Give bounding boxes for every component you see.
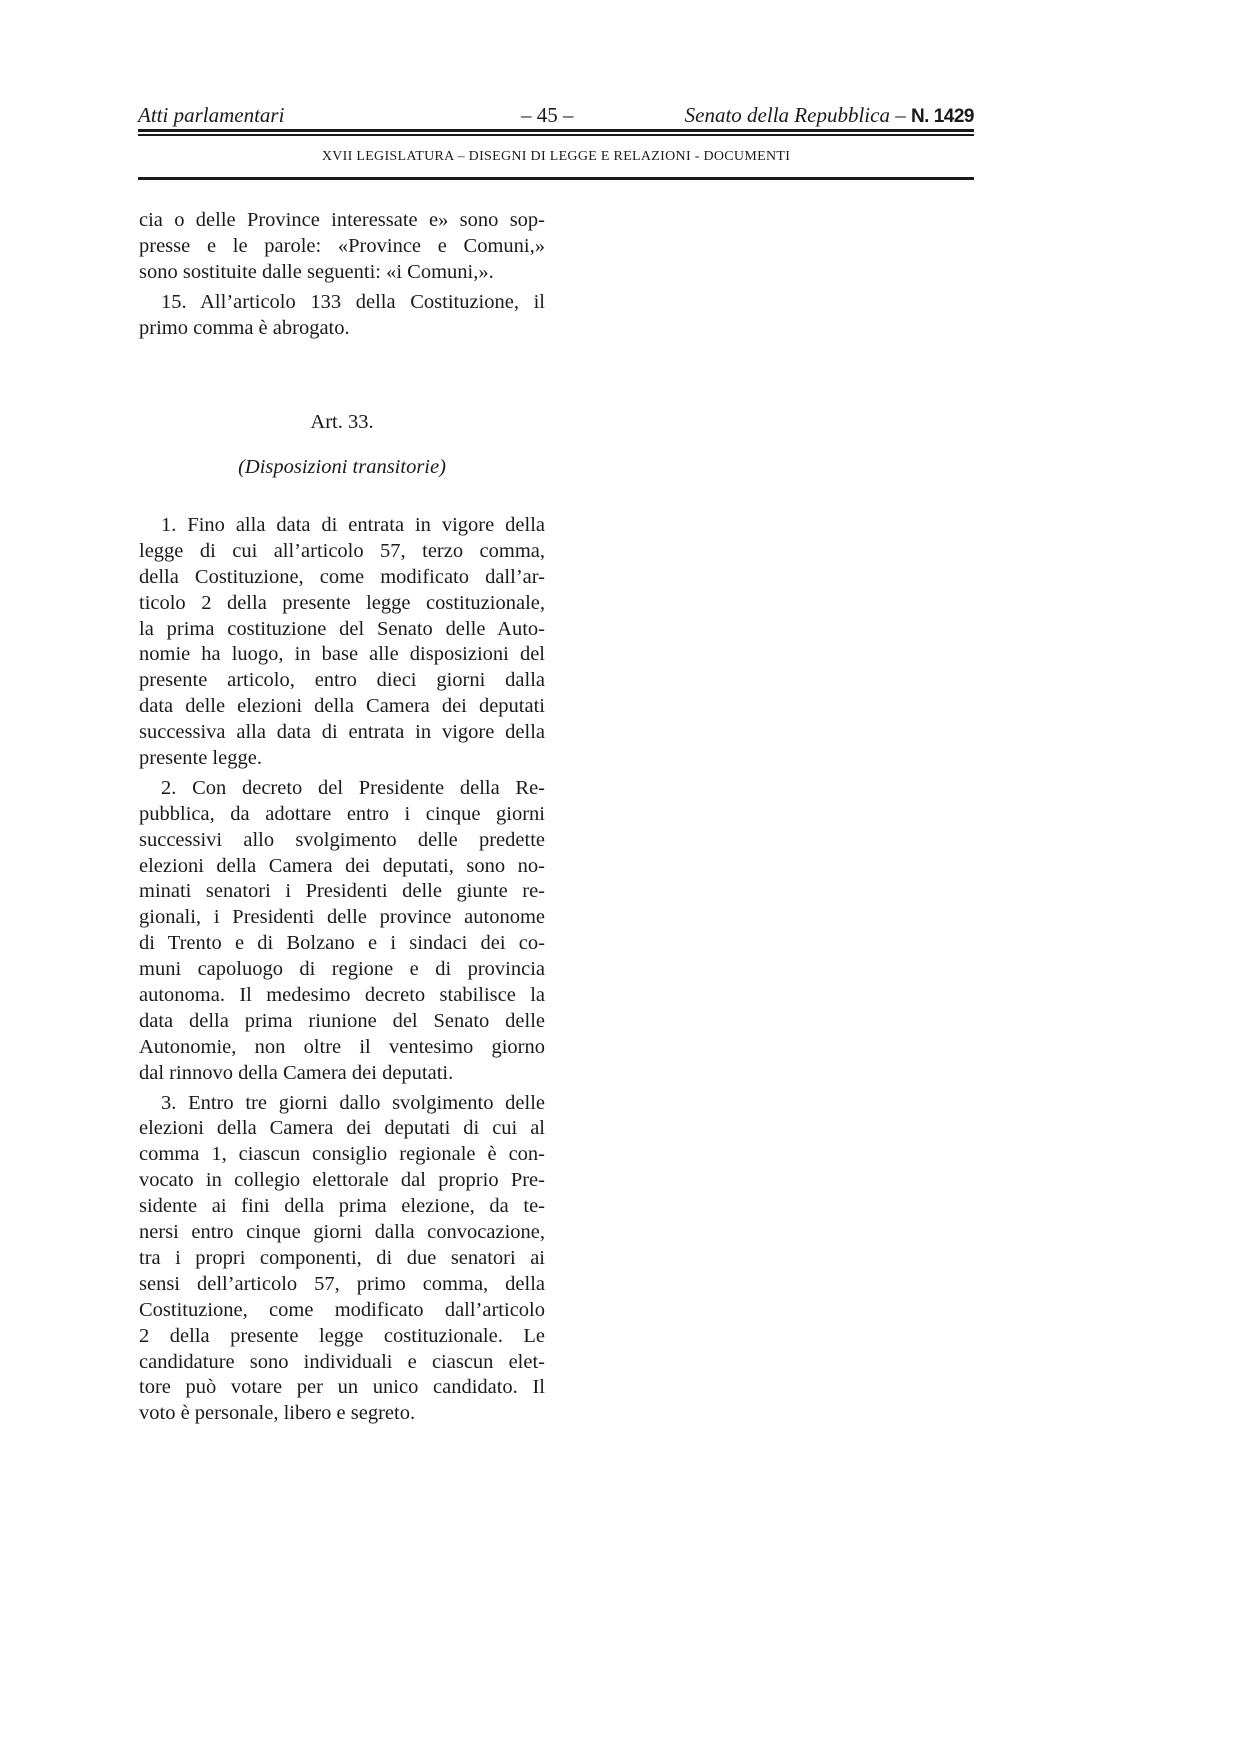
text-line: autonoma. Il medesimo decreto stabilisce la (139, 984, 545, 1007)
text-line: tra i propri componenti, di due senatori ai (139, 1246, 545, 1269)
text-line: primo comma è abrogato. (139, 316, 350, 339)
text-line: comma 1, ciascun consiglio regionale è con- (139, 1143, 545, 1166)
paragraph (139, 208, 545, 286)
text-line: sono sostituite dalle seguenti: «i Comuni,». (139, 260, 494, 283)
text-line: Costituzione, come modificato dall’articolo (139, 1298, 545, 1321)
text-line: cia o delle Province interessate e» sono sop- (139, 209, 545, 231)
text-line: data delle elezioni della Camera dei deputati (139, 695, 545, 718)
doc-number: N. 1429 (910, 106, 974, 127)
text-line: tore può votare per un unico candidato. Il (139, 1376, 545, 1399)
text-line: dal rinnovo della Camera dei deputati. (139, 1061, 454, 1084)
text-line: 1. Fino alla data di entrata in vigore della (161, 514, 545, 536)
text-line: di Trento e di Bolzano e i sindaci dei co- (139, 932, 545, 955)
text-line: nomie ha luogo, in base alle disposizioni del (139, 643, 545, 666)
header-right (685, 103, 974, 128)
text-line: della Costituzione, come modificato dall’ar- (139, 565, 545, 588)
text-line: 2 della presente legge costituzionale. Le (139, 1324, 545, 1347)
text-line: muni capoluogo di regione e di provincia (139, 958, 545, 981)
text-line: presente legge. (139, 747, 262, 770)
text-line: presse e le parole: «Province e Comuni,» (139, 234, 545, 257)
text-line: vocato in collegio elettorale dal proprio Pre- (139, 1169, 545, 1192)
text-line: elezioni della Camera dei deputati di cui al (139, 1117, 545, 1140)
article-number: Art. 33. (310, 411, 374, 433)
text-line: pubblica, da adottare entro i cinque giorni (139, 802, 545, 825)
header-rule-bottom (138, 134, 974, 136)
text-line: sensi dell’articolo 57, primo comma, della (139, 1272, 545, 1295)
text-line: Autonomie, non oltre il ventesimo giorno (139, 1035, 545, 1058)
text-line: 15. All’articolo 133 della Costituzione, il (161, 290, 545, 313)
paragraph (139, 513, 545, 772)
text-line: successivi allo svolgimento delle predette (139, 828, 545, 851)
text-line: data della prima riunione del Senato delle (139, 1009, 545, 1032)
page-header (138, 100, 974, 130)
text-line: legge di cui all’articolo 57, terzo comma, (139, 539, 545, 562)
header-right-text: Senato della Repubblica – (684, 103, 906, 127)
text-line: sidente ai fini della prima elezione, da te- (139, 1195, 545, 1218)
text-line: gionali, i Presidenti delle province autonome (139, 906, 545, 929)
text-line: minati senatori i Presidenti delle giunte re- (139, 880, 545, 903)
subtitle-rule (138, 177, 974, 180)
text-line: nersi entro cinque giorni dalla convocazione, (139, 1221, 545, 1244)
text-line: ticolo 2 della presente legge costituzionale, (139, 591, 545, 614)
paragraph (139, 1091, 545, 1428)
text-line: 3. Entro tre giorni dallo svolgimento delle (161, 1091, 545, 1114)
page-number: – 45 – (521, 103, 574, 127)
article-title: (Disposizioni transitorie) (238, 456, 446, 478)
header-rule-top (138, 129, 974, 132)
article-body (139, 513, 545, 1431)
top-text (139, 208, 545, 345)
header-subtitle: XVII LEGISLATURA – DISEGNI DI LEGGE E RELAZIONI - DOCUMENTI (321, 149, 791, 164)
text-line: 2. Con decreto del Presidente della Re- (161, 776, 545, 799)
text-line: candidature sono individuali e ciascun elet- (139, 1350, 545, 1373)
text-line: presente articolo, entro dieci giorni dalla (139, 669, 545, 692)
text-line: elezioni della Camera dei deputati, sono no- (139, 854, 545, 877)
header-left: Atti parlamentari (138, 103, 285, 127)
paragraph (139, 290, 545, 342)
paragraph (139, 776, 545, 1087)
text-line: successiva alla data di entrata in vigore della (139, 721, 545, 744)
text-line: voto è personale, libero e segreto. (139, 1402, 416, 1425)
text-line: la prima costituzione del Senato delle Auto- (139, 617, 545, 640)
